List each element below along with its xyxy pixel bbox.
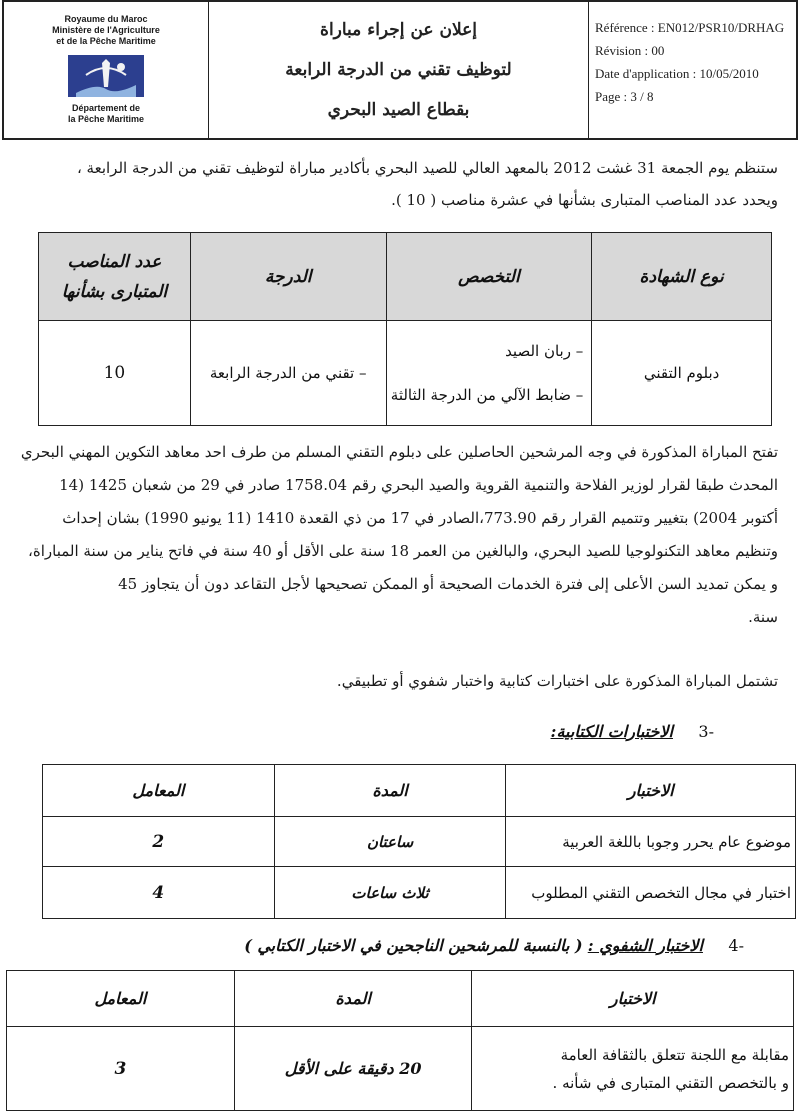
eligibility-paragraph: تفتح المباراة المذكورة في وجه المرشحين الحاصلين على دبلوم التقني المسلم من طرف احد معاهد التكوين المهني البحري المحدث طبقا لقرار لوزير الفلاحة والتنمية القروية والصيد البحري رقم 1758.04 صادر في 29 من شعبان 1425 (14 أكتوبر 2004) بتغيير وتتميم القرار رقم 773.90،الصادر في 17 من ذي القعدة 1410 (11 يونيو 1990) بشان إحداث وتنظيم معاهد التكنولوجيا للصيد البحري، والبالغين من العمر 18 سنة على الأقل أو 40 سنة في فاتح يناير من سنة المباراة، و يمكن تمديد السن الأعلى إلى فترة الخدمات الصحيحة أو الممكن تصحيحها لأجل التقاعد دون أن يتجاوز 45 سنة. xyxy=(20,443,778,626)
header-specialty: التخصص xyxy=(386,233,592,321)
section-number: -4 xyxy=(728,936,744,955)
header-test: الاختبار xyxy=(472,971,794,1027)
table-row xyxy=(43,867,796,919)
department-name: Département de la Pêche Maritime xyxy=(67,103,145,124)
section-title: الاختبارات الكتابية: xyxy=(550,722,673,741)
header-coefficient: المعامل xyxy=(7,971,235,1027)
cell-test: اختبار في مجال التخصص التقني المطلوب xyxy=(506,867,796,919)
exam-intro: تشتمل المباراة المذكورة على اختبارات كتابية واختبار شفوي أو تطبيقي. xyxy=(336,672,778,690)
oral-section-heading xyxy=(244,936,744,955)
written-exams-table xyxy=(42,764,796,919)
section-subtitle: ( بالنسبة للمرشحين الناجحين في الاختبار الكتابي ) xyxy=(244,936,583,955)
document-reference-block xyxy=(589,2,796,138)
reference: Référence : EN012/PSR10/DRHAG xyxy=(595,20,785,35)
cell-duration: ساعتان xyxy=(274,817,506,867)
cell-test: مقابلة مع اللجنة تتعلق بالثقافة العامة و بالتخصص التقني المتبارى في شأنه . xyxy=(472,1027,794,1111)
cell-coefficient: 3 xyxy=(7,1027,235,1111)
title-line: إعلان عن إجراء مباراة xyxy=(320,20,477,40)
header-coefficient: المعامل xyxy=(43,765,275,817)
revision: Révision : 00 xyxy=(595,43,665,58)
header-test: الاختبار xyxy=(506,765,796,817)
intro-paragraph: ستنظم يوم الجمعة 31 غشت 2012 بالمعهد العالي للصيد البحري بأكادير مباراة لتوظيف تقني من الدرجة الرابعة ، ويحدد عدد المناصب المتبارى بشأنها في عشرة مناصب ( 10 ). xyxy=(76,159,778,209)
cell-grade: – تقني من الدرجة الرابعة xyxy=(190,321,386,426)
document-header xyxy=(2,0,798,140)
page-number: Page : 3 / 8 xyxy=(595,89,654,104)
table-row xyxy=(7,1027,794,1111)
cell-count: 10 xyxy=(39,321,191,426)
table-row xyxy=(43,817,796,867)
section-number: -3 xyxy=(698,722,714,741)
document-title xyxy=(209,2,589,138)
header-positions-count: عدد المناصب المتبارى بشأنها xyxy=(39,233,191,321)
oral-exam-table xyxy=(6,970,794,1111)
ministry-logo-icon xyxy=(66,53,146,99)
title-line: بقطاع الصيد البحري xyxy=(327,100,470,120)
written-section-heading xyxy=(551,722,714,741)
cell-duration: 20 دقيقة على الأقل xyxy=(234,1027,472,1111)
cell-duration: ثلاث ساعات xyxy=(274,867,506,919)
date-application: Date d'application : 10/05/2010 xyxy=(595,66,759,81)
cell-coefficient: 4 xyxy=(43,867,275,919)
cell-coefficient: 2 xyxy=(43,817,275,867)
title-line: لتوظيف تقني من الدرجة الرابعة xyxy=(285,60,512,80)
header-duration: المدة xyxy=(234,971,472,1027)
header-certificate: نوع الشهادة xyxy=(592,233,772,321)
cell-certificate: دبلوم التقني xyxy=(592,321,772,426)
ministry-block xyxy=(4,2,209,138)
header-grade: الدرجة xyxy=(190,233,386,321)
section-title: الاختبار الشفوي : xyxy=(587,936,703,955)
positions-table xyxy=(38,232,772,426)
header-duration: المدة xyxy=(274,765,506,817)
cell-specialties: – ربان الصيد – ضابط الآلي من الدرجة الثالثة xyxy=(386,321,592,426)
cell-test: موضوع عام يحرر وجوبا باللغة العربية xyxy=(506,817,796,867)
ministry-name: Royaume du Maroc Ministère de l'Agriculture et de la Pêche Maritime xyxy=(52,14,160,46)
